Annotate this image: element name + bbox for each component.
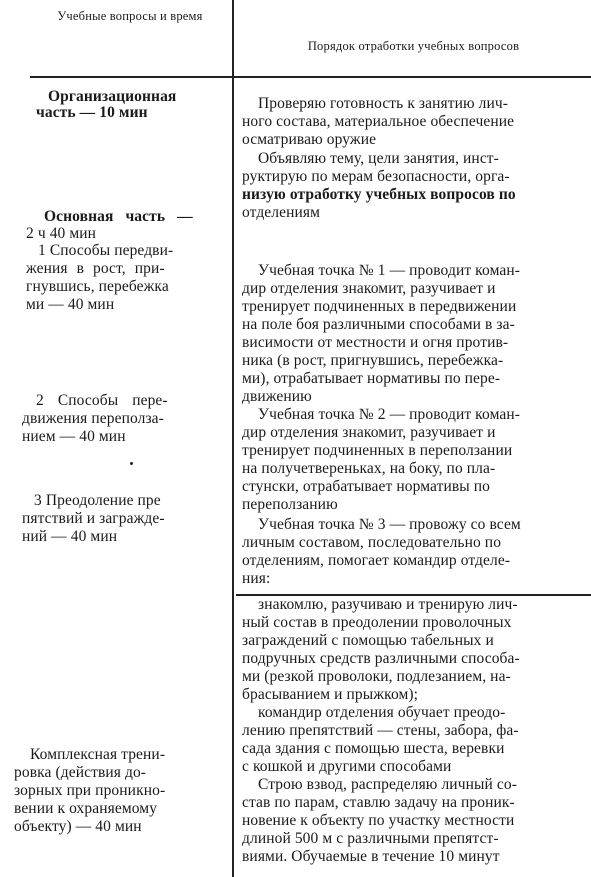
right-line: отделениям, помогает командир отделе- — [242, 552, 511, 569]
right-line: Учебная точка № 1 — проводит коман- — [258, 262, 521, 279]
left-q2-line-1: 2 Способы пере- — [36, 392, 168, 409]
right-line: руктирую по мерам безопасности, орга- — [242, 168, 510, 185]
right-line: сада здания с помощью шеста, веревки — [242, 740, 505, 757]
right-line: виями. Обучаемые в течение 10 минут — [242, 848, 500, 865]
left-main-line-1: Основная часть — — [44, 208, 193, 225]
right-line: Объявляю тему, цели занятия, инст- — [258, 150, 499, 167]
left-complex-line-4: вении к охраняемому — [14, 800, 158, 817]
right-line: тренирует подчиненных в переползании — [242, 442, 513, 459]
left-org-line-2: часть — 10 мин — [36, 104, 148, 121]
right-line: переползанию — [242, 496, 338, 513]
right-line: подручных средств различными способа- — [242, 650, 520, 667]
right-line: с кошкой и другими способами — [242, 758, 452, 775]
right-line: длиной 500 м с различными препятст- — [242, 830, 499, 847]
right-line: тренирует подчиненных в передвижении — [242, 298, 517, 315]
right-line: отделениям — [242, 204, 321, 221]
right-line: стунски, отрабатывает нормативы по — [242, 478, 491, 495]
header-rule — [30, 76, 591, 78]
right-line: дир отделения знакомит, разучивает и — [242, 424, 496, 441]
right-line: Учебная точка № 2 — проводит коман- — [258, 406, 521, 423]
right-line: низую отработку учебных вопросов по — [242, 186, 516, 203]
right-line: на поле боя различными способами в за- — [242, 316, 515, 333]
right-line: ника (в рост, пригнувшись, перебежка- — [242, 352, 504, 369]
left-org-line-1: Организационная — [48, 88, 177, 105]
left-main-line-2: 2 ч 40 мин — [26, 225, 97, 242]
header-left: Учебные вопросы и время — [57, 9, 203, 23]
right-line: брасыванием и прыжком); — [242, 686, 419, 703]
right-line: командир отделения обучает преодо- — [258, 704, 506, 721]
right-line: ми), отрабатывает нормативы по пере- — [242, 370, 501, 387]
right-line: ния: — [242, 570, 271, 587]
left-complex-line-5: объекту) — 40 мин — [14, 818, 142, 835]
right-line: знакомлю, разучиваю и тренирую лич- — [258, 596, 518, 613]
right-line: Проверяю готовность к занятию лич- — [258, 95, 509, 112]
right-line: осматриваю оружие — [242, 131, 377, 148]
header-right: Порядок отработки учебных вопросов — [307, 39, 520, 53]
right-line: дир отделения знакомит, разучивает и — [242, 280, 496, 297]
left-complex-line-3: зорных при проникно- — [14, 782, 166, 799]
right-line: заграждений с помощью табельных и — [242, 632, 494, 649]
right-line: став по парам, ставлю задачу на проник- — [242, 794, 515, 811]
left-q1-line-2: жения в рост, при- — [26, 260, 165, 277]
left-complex-line-1: Комплексная трени- — [30, 746, 166, 763]
stray-dot — [130, 462, 133, 465]
right-line: личным составом, последовательно по — [242, 534, 502, 551]
right-line: ми (резкой проволоки, подлезанием, на- — [242, 668, 511, 685]
left-q2-line-3: нием — 40 мин — [22, 428, 126, 445]
right-line: ный состав в преодолении проволочных — [242, 614, 512, 631]
right-line: на получетвереньках, на боку, по пла- — [242, 460, 496, 477]
right-line: движению — [242, 388, 312, 405]
left-q3-line-1: 3 Преодоление пре — [34, 492, 161, 509]
left-complex-line-2: ровка (действия до- — [14, 764, 147, 781]
left-q1-line-3: гнувшись, перебежка — [26, 278, 169, 295]
right-line: Учебная точка № 3 — провожу со всем — [258, 516, 521, 533]
right-line: новение к объекту по участку местности — [242, 812, 515, 829]
column-divider — [232, 0, 234, 877]
right-line: ного состава, материальное обеспечение — [242, 113, 515, 130]
left-q3-line-2: пятствий и загражде- — [22, 510, 165, 527]
left-q2-line-2: движения переполза- — [22, 410, 164, 427]
left-q3-line-3: ний — 40 мин — [22, 528, 118, 545]
right-line: лению препятствий — стены, забора, фа- — [242, 722, 519, 739]
left-q1-line-1: 1 Способы передви- — [38, 242, 174, 259]
right-line: Строю взвод, распределяю личный со- — [258, 776, 517, 793]
right-line: висимости от местности и огня против- — [242, 334, 509, 351]
left-q1-line-4: ми — 40 мин — [26, 296, 115, 313]
